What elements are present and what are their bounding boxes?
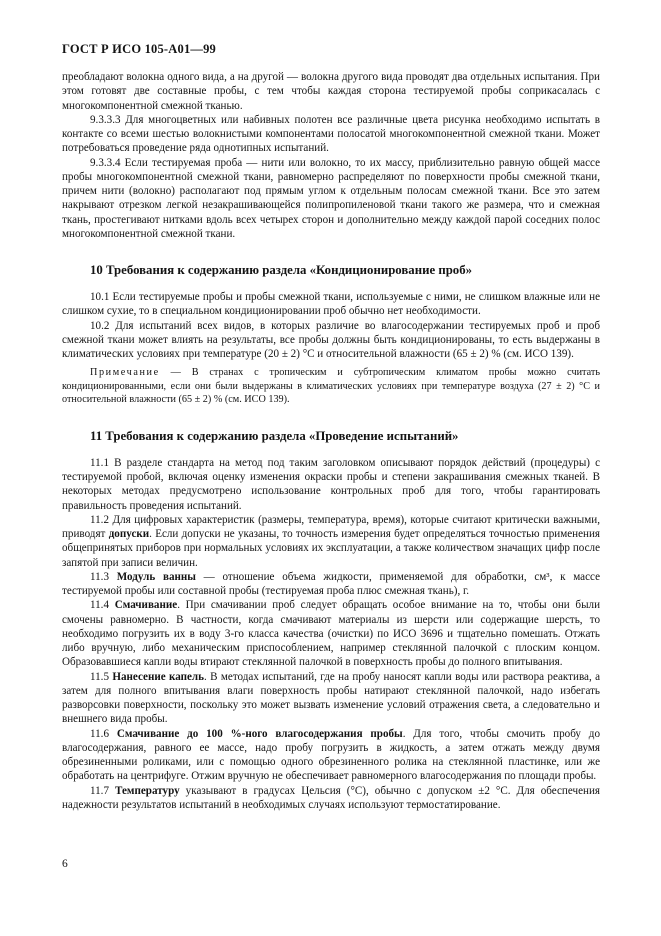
- page-number: 6: [62, 858, 68, 870]
- term-wetting: Смачивание: [114, 599, 178, 612]
- text-run: 11.6: [90, 727, 117, 740]
- note: [62, 366, 600, 407]
- term-temperature: Температуру: [115, 784, 180, 797]
- paragraph-10-1: 10.1 Если тестируемые пробы и пробы смежной ткани, используемые с ними, не слишком влажные или не слишком сухие, то в специальном кондиционировании проб обычно нет необходимости.: [62, 291, 600, 318]
- paragraph-10-2: 10.2 Для испытаний всех видов, в которых различие во влагосодержании тестируемых проб и проб смежной ткани может влиять на результаты, все пробы должны быть кондиционированы, то есть выдержаны в климатических условиях при температуре (20 ± 2) °С и относительной влажности (65 ± 2) % (см. ИСО 139).: [62, 319, 600, 360]
- text-run: 11.7: [90, 784, 116, 797]
- paragraph-11-1: 11.1 В разделе стандарта на метод под таким заголовком описывают порядок действий (процедуры) с тестируемой пробой, включая оценку изменения окраски пробы и степени закрашивания смежных тканей. В некоторых методах предусмотрено использование контрольных проб для того, чтобы гарантировать правильность проведения испытаний.: [62, 456, 600, 512]
- term-drop-application: Нанесение капель: [112, 670, 205, 683]
- paragraph-11-7: [62, 784, 600, 813]
- text-run: 11.3: [90, 570, 117, 583]
- paragraph-11-5: [62, 670, 600, 727]
- text-run: . Для того, чтобы смочить пробу до влагосодержания, равного ее массе, надо пробу погрузить в жидкость, а затем отжать между двумя обрезиненными роликами, или с помощью одного обрезиненного ролика на стеклянной пластинке, или же обработать на центрифуге. Отжим вручную не обеспечивает равномерного влагосодержания по площади пробы.: [62, 727, 600, 783]
- document-header: ГОСТ Р ИСО 105-А01—99: [62, 42, 217, 56]
- paragraph-9-3-3-3: 9.3.3.3 Для многоцветных или набивных полотен все различные цвета рисунка необходимо испытать в контакте со всеми шестью волокнистыми компонентами полосатой многокомпонентной смежной ткани. Может потребоваться проведение ряда однотипных испытаний.: [62, 113, 600, 155]
- section-heading-11: 11 Требования к содержанию раздела «Проведение испытаний»: [90, 428, 459, 443]
- paragraph-intro: преобладают волокна одного вида, а на другой — волокна другого вида проводят два отдельных испытания. При этом готовят две составные пробы, с тем чтобы каждая сторона тестируемой пробы соприкасалась с многокомпонентной смежной тканью.: [62, 71, 600, 112]
- text-run: указывают в градусах Цельсия (°С), обычно с допуском ±2 °С. Для обеспечения надежности результатов испытаний в необходимых случаях используют термостатирование.: [62, 784, 600, 811]
- note-text: — В странах с тропическим и субтропическим климатом пробы можно считать кондиционированными, если они были выдержаны в климатических условиях при температуре воздуха (27 ± 2) °С и относительной влажности (65 ± 2) % (см. ИСО 139).: [62, 367, 600, 406]
- document-body: [62, 70, 600, 812]
- section-heading-10: 10 Требования к содержанию раздела «Кондиционирование проб»: [90, 263, 473, 277]
- paragraph-11-6: [62, 727, 600, 784]
- text-run: 11.2 Для цифровых характеристик (размеры, температура, время), которые считают критически важными, приводят: [62, 513, 600, 540]
- term-tolerances: допуски: [108, 528, 150, 540]
- text-run: 11.4: [90, 599, 115, 612]
- text-run: . Если допуски не указаны, то точность измерения будет определяться точностью применения общепринятых приборов при нормальных условиях их эксплуатации, а также количеством значащих цифр после запятой при записи величин.: [62, 528, 600, 569]
- text-run: — отношение объема жидкости, применяемой для обработки, см³, к массе тестируемой пробы или составной пробы (тестируемая проба плюс смежная ткань), г.: [62, 570, 600, 597]
- text-run: . При смачивании проб следует обращать особое внимание на то, чтобы они были смочены равномерно. В частности, когда смачивают материалы из шерсти или содержащие шерсть, то необходимо погрузить их в воду 3-го класса качества (очистки) по ИСО 3696 и тщательно помешать. Отжать либо вручную, либо механическим приспособлением, например стеклянной палочкой с плоским концом. Образовавшиеся капли воды втирают стеклянной палочкой в поверхность пробы до полного впитывания.: [62, 599, 601, 669]
- term-full-wetting: Смачивание до 100 %-ного влагосодержания пробы: [116, 727, 403, 740]
- term-bath-ratio: Модуль ванны: [116, 570, 196, 583]
- text-run: 11.5: [90, 670, 113, 683]
- paragraph-11-3: [62, 570, 600, 599]
- paragraph-11-4: [62, 598, 600, 669]
- text-run: . В методах испытаний, где на пробу наносят капли воды или раствора реактива, а затем для полного впитывания влаги поверхность пробы натирают стеклянной палочкой, надо избегать разворсовки поверхности, поскольку это может вызвать изменение условий отражения света, а следовательно и внешнего вида пробы.: [62, 670, 600, 726]
- paragraph-9-3-3-4: 9.3.3.4 Если тестируемая проба — нити или волокно, то их массу, приблизительно равную общей массе пробы многокомпонентной смежной ткани, равномерно распределяют по поверхности пробы смежной ткани, причем нити (волокно) располагают под прямым углом к отдельным полосам смежной ткани. Все это затем накрывают отрезком легкой незакрашивающейся полипропиленовой ткани такого же размера, что и смежная ткань, простегивают нитками вдоль всех четырех сторон и дополнительно между каждой парой соседних полос многокомпонентной смежной ткани.: [62, 156, 600, 240]
- paragraph-11-2: [62, 513, 600, 570]
- note-label: Примечание: [90, 367, 160, 379]
